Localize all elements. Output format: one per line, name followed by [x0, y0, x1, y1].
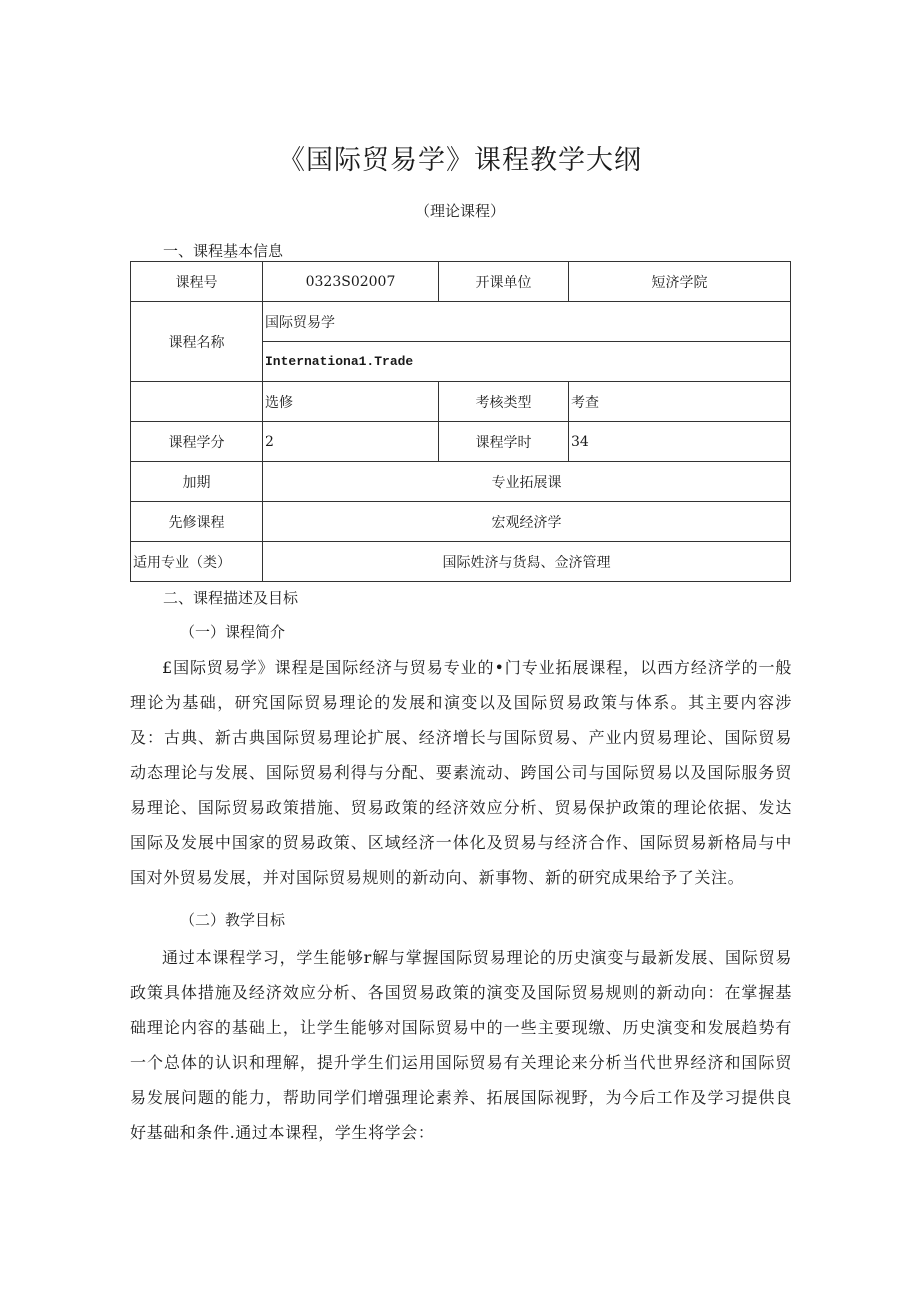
credit-label: 课程学分	[131, 422, 263, 462]
course-name-en: Internationa1.Trade	[263, 342, 791, 382]
dept-label: 开课单位	[439, 262, 569, 302]
document-subtitle: （理论课程）	[414, 202, 505, 220]
teaching-goals-paragraph: 通过本课程学习，学生能够r解与掌握国际贸易理论的历史演变与最新发展、国际贸易政策具体措施及经济效应分析、各国贸易政策的演变及国际贸易规则的新动向：在掌握基础理论内容的基础上，让学生能够对国际贸易中的一些主要现缴、历史演变和发展趋势有一个总体的认识和理解，提升学生们运用国际贸易有关理论来分析当代世界经济和国际贸易发展问题的能力，帮助同学们增强理论素养、拓展国际视野，为今后工作及学习提供良好基础和条件.通过本课程，学生将学会：	[130, 948, 792, 1142]
course-type-value: 选修	[263, 382, 439, 422]
category-value: 专业拓展课	[263, 462, 791, 502]
course-no-value: 0323S02007	[263, 262, 439, 302]
course-intro-paragraph: £国际贸易学》课程是国际经济与贸易专业的•门专业拓展课程，以西方经济学的一般理论为基础，研究国际贸易理论的发展和演变以及国际贸易政策与体系。其主要内容涉及：古典、新古典国际贸易理论扩展、经济增长与国际贸易、产业内贸易理论、国际贸易动态理论与发展、国际贸易利得与分配、要素流动、跨国公司与国际贸易以及国际服务贸易理论、国际贸易政策措施、贸易政策的经济效应分析、贸易保护政策的理论依据、发达国际及发展中国家的贸易政策、区域经济一体化及贸易与经济合作、国际贸易新格局与中国对外贸易发展，并对国际贸易规则的新动向、新事物、新的研究成果给予了关注。	[130, 658, 792, 887]
assess-value: 考查	[569, 382, 791, 422]
course-name-label: 课程名称	[131, 302, 263, 382]
subsection-heading-intro: （一）课程简介	[180, 623, 286, 641]
empty-cell	[131, 382, 263, 422]
section-heading-description: 二、课程描述及目标	[163, 589, 299, 607]
prereq-label: 先修课程	[131, 502, 263, 542]
table-row	[131, 502, 791, 542]
hours-value: 34	[569, 422, 791, 462]
table-row	[131, 542, 791, 582]
prereq-value: 宏观经济学	[263, 502, 791, 542]
course-name-cn: 国际贸易学	[263, 302, 791, 342]
hours-label: 课程学时	[439, 422, 569, 462]
course-info-table	[130, 261, 791, 582]
table-row	[131, 422, 791, 462]
assess-label: 考核类型	[439, 382, 569, 422]
category-label: 加期	[131, 462, 263, 502]
table-row	[131, 302, 791, 342]
document-title: 《国际贸易学》课程教学大纲	[278, 145, 642, 176]
subsection-heading-goals: （二）教学目标	[180, 911, 286, 929]
course-no-label: 课程号	[131, 262, 263, 302]
major-label: 适用专业（类）	[131, 542, 263, 582]
table-row	[131, 462, 791, 502]
table-row	[131, 262, 791, 302]
major-value: 国际姓济与货舄、佥济管理	[263, 542, 791, 582]
section-heading-basic-info: 一、课程基本信息	[163, 242, 284, 260]
table-row	[131, 382, 791, 422]
credit-value: 2	[263, 422, 439, 462]
dept-value: 短济学院	[569, 262, 791, 302]
